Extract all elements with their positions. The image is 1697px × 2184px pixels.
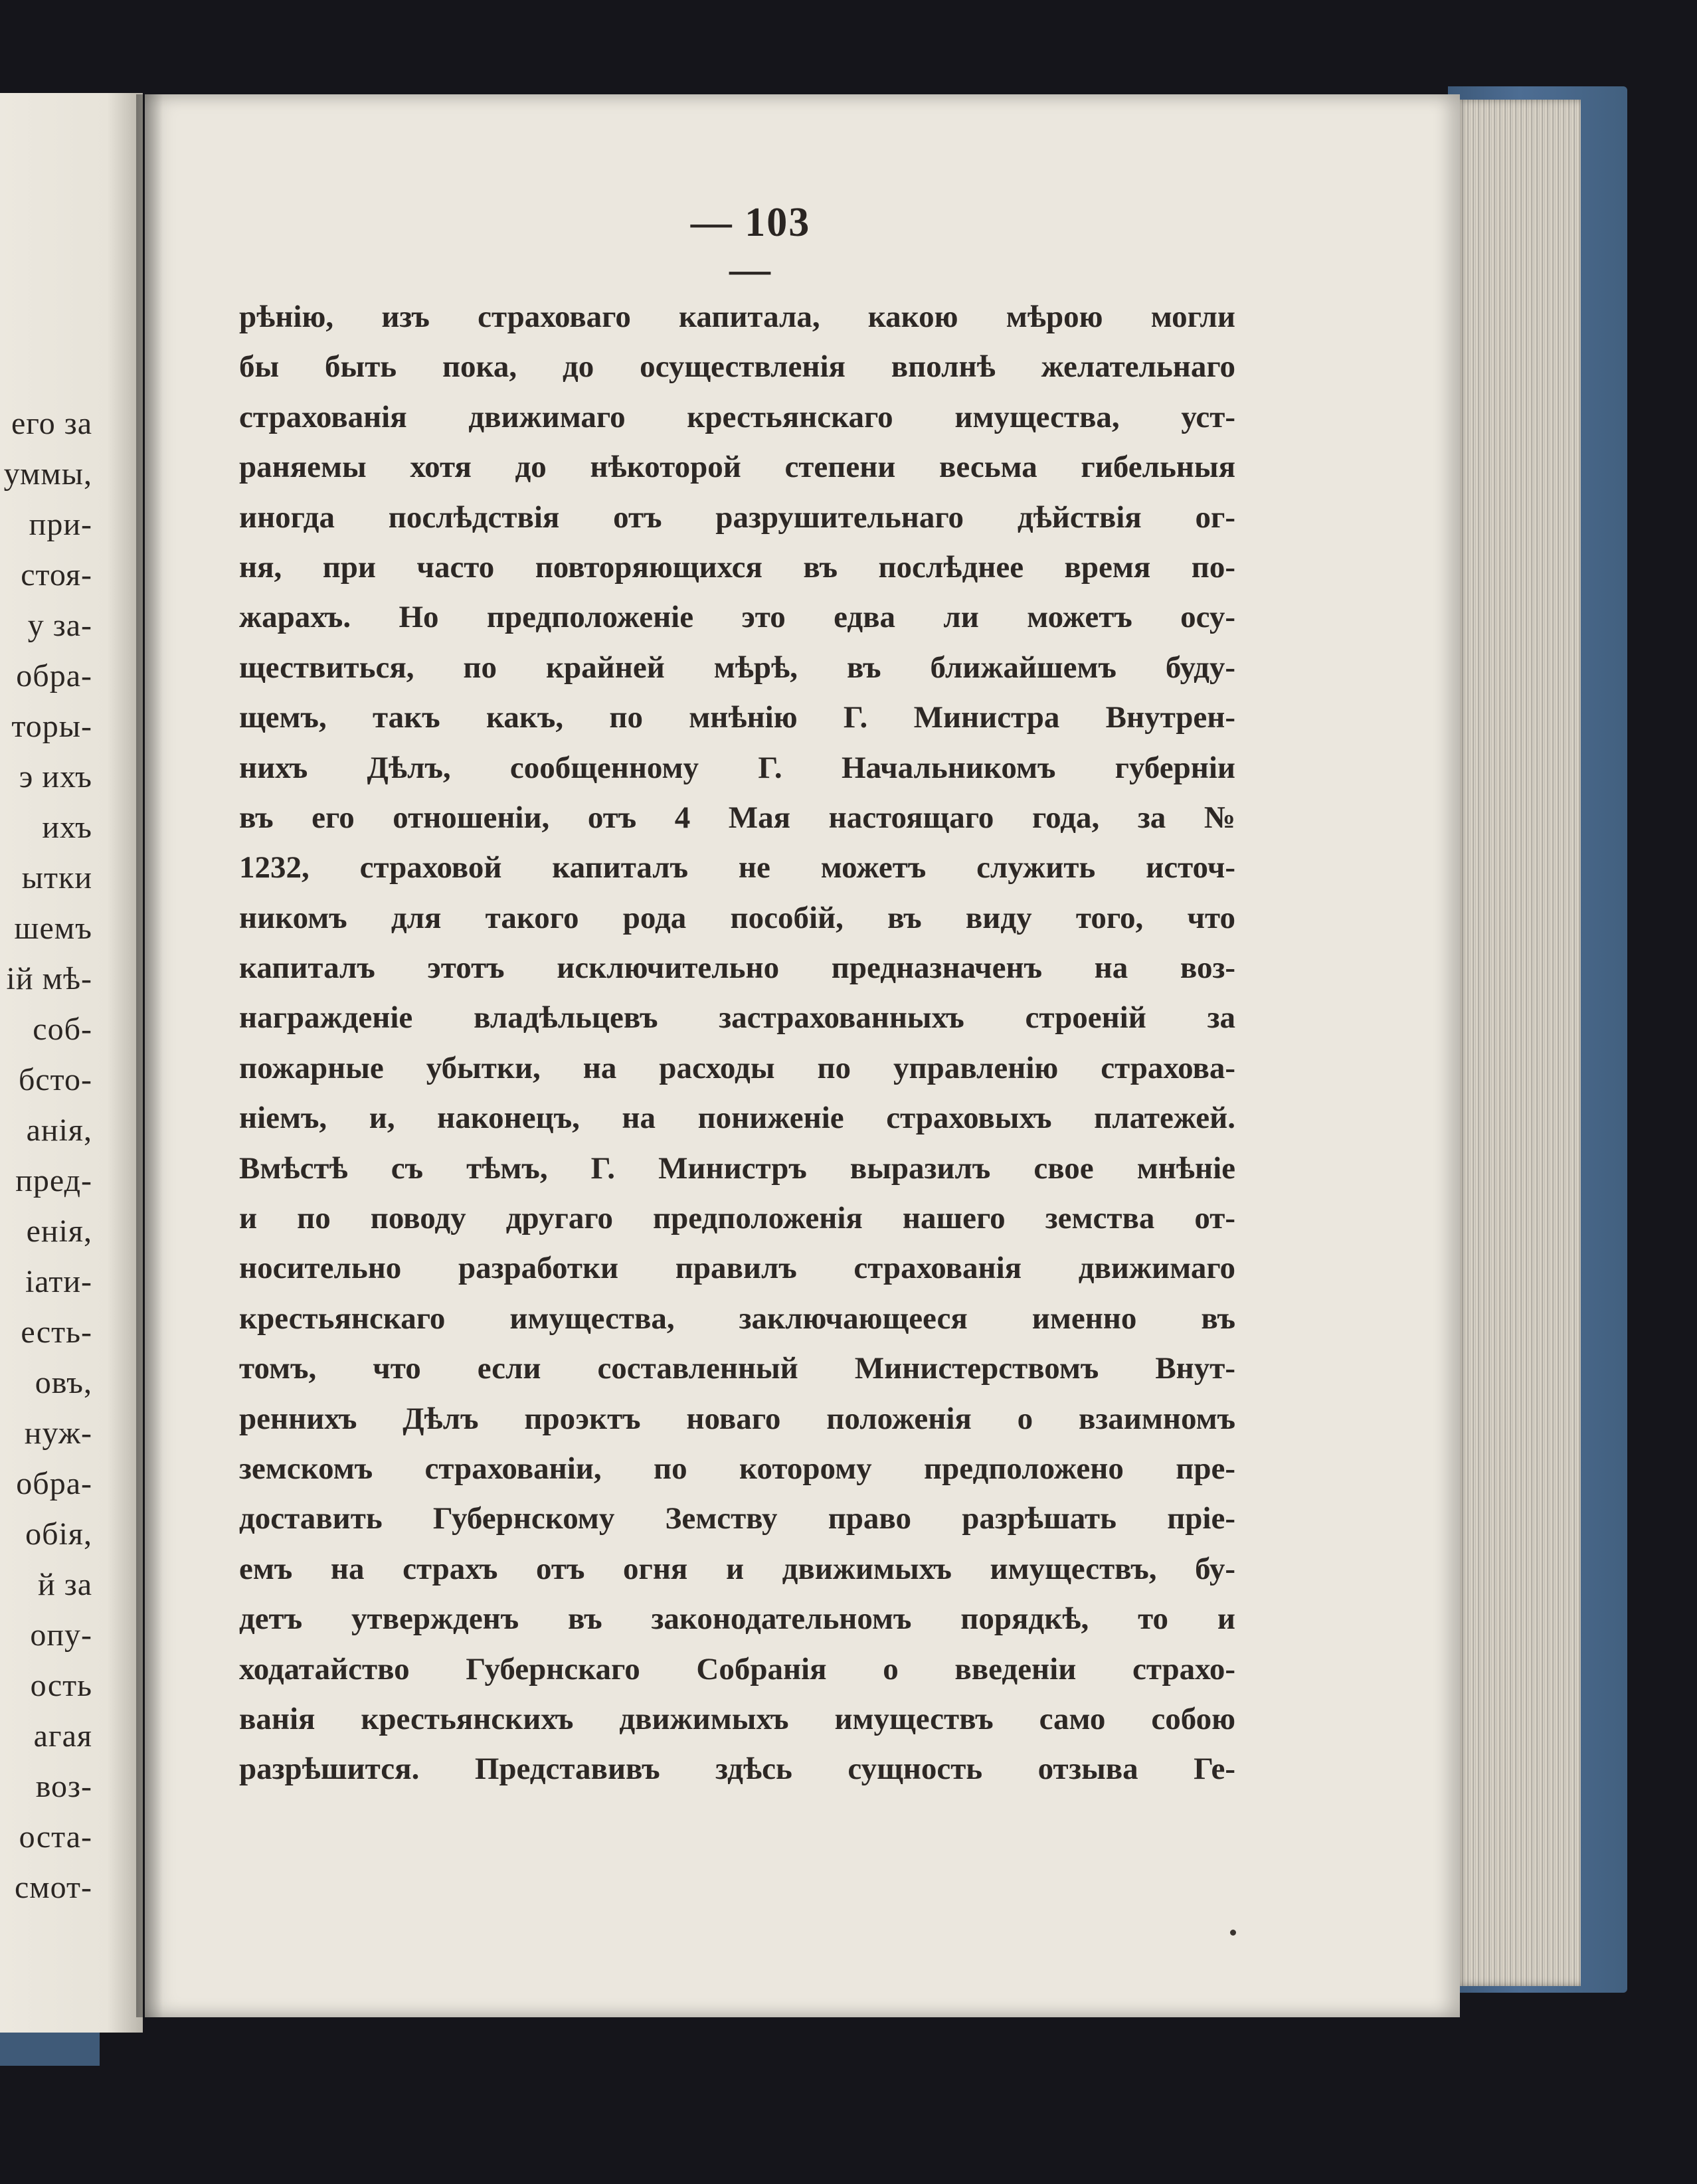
text-line: капиталъ этотъ исключительно предназначенъ на воз-: [239, 951, 1235, 986]
ink-dot: [1230, 1930, 1236, 1936]
text-line: рѣнію, изъ страховаго капитала, какою мѣрою могли: [239, 300, 1235, 334]
previous-page-line: ытки: [21, 860, 92, 895]
text-line: ніемъ, и, наконецъ, на пониженіе страховыхъ платежей.: [239, 1101, 1235, 1136]
text-line: емъ на страхъ отъ огня и движимыхъ имуществъ, бу-: [239, 1551, 1235, 1586]
text-line: ня, при часто повторяющихся въ послѣднее время по-: [239, 549, 1235, 585]
page-number: — 103 —: [690, 200, 811, 292]
page-edges: [1455, 100, 1581, 1986]
previous-page-line: воз-: [35, 1769, 92, 1804]
text-line: въ его отношеніи, отъ 4 Мая настоящаго года, за №: [239, 800, 1235, 835]
text-line: 1232, страховой капиталъ не можетъ служить источ-: [239, 850, 1235, 885]
previous-page-line: стоя-: [21, 557, 92, 592]
text-line: доставить Губернскому Земству право разрѣшать пріе-: [239, 1501, 1235, 1536]
previous-page-line: ихъ: [42, 810, 92, 845]
previous-page-line: уммы,: [3, 456, 92, 492]
previous-page-line: оста-: [19, 1819, 92, 1855]
text-line: детъ утвержденъ въ законодательномъ порядкѣ, то и: [239, 1601, 1235, 1637]
previous-page-line: анія,: [26, 1113, 92, 1148]
previous-page-line: э ихъ: [19, 759, 92, 794]
text-line: Вмѣстѣ съ тѣмъ, Г. Министръ выразилъ свое мнѣніе: [239, 1150, 1235, 1186]
previous-page-line: ій мѣ-: [6, 961, 92, 996]
previous-page-line: енія,: [26, 1214, 92, 1249]
text-line: реннихъ Дѣлъ проэктъ новаго положенія о взаимномъ: [239, 1401, 1235, 1436]
text-line: иногда послѣдствія отъ разрушительнаго дѣйствія ог-: [239, 500, 1235, 535]
text-line: раняемы хотя до нѣкоторой степени весьма гибельныя: [239, 450, 1235, 485]
previous-page-line: есть-: [21, 1315, 92, 1350]
previous-page-line: бсто-: [18, 1062, 92, 1097]
text-line: никомъ для такого рода пособій, въ виду того, что: [239, 900, 1235, 935]
text-line: нихъ Дѣлъ, сообщенному Г. Начальникомъ губерніи: [239, 750, 1235, 785]
previous-page-line: іати-: [25, 1264, 92, 1299]
previous-page-line: обра-: [16, 1466, 92, 1501]
gutter-shadow: [136, 94, 163, 2017]
previous-page-line: его за: [11, 406, 92, 441]
previous-page-line: агая: [33, 1718, 92, 1754]
previous-page-line: у за-: [27, 608, 92, 643]
text-line: пожарные убытки, на расходы по управленію страхова-: [239, 1050, 1235, 1085]
previous-page: [0, 93, 143, 2033]
previous-page-line: нуж-: [24, 1415, 92, 1451]
previous-page-line: пред-: [15, 1163, 92, 1198]
text-line: ществиться, по крайней мѣрѣ, въ ближайшемъ буду-: [239, 650, 1235, 685]
text-line: и по поводу другаго предположенія нашего земства от-: [239, 1201, 1235, 1236]
previous-page-text: [4, 399, 92, 1913]
text-line: разрѣшится. Представивъ здѣсь сущность отзыва Ге-: [239, 1752, 1235, 1787]
previous-page-line: опу-: [30, 1617, 92, 1653]
text-line: жарахъ. Но предположеніе это едва ли можетъ осу-: [239, 600, 1235, 635]
previous-page-line: ость: [30, 1668, 92, 1703]
text-line: носительно разработки правилъ страхованія движимаго: [239, 1251, 1235, 1286]
previous-page-line: торы-: [11, 709, 92, 744]
text-line: награжденіе владѣльцевъ застрахованныхъ строеній за: [239, 1000, 1235, 1036]
text-line: земскомъ страхованіи, по которому предположено пре-: [239, 1451, 1235, 1486]
previous-page-line: смот-: [14, 1870, 92, 1905]
previous-page-line: обія,: [25, 1516, 92, 1552]
previous-page-line: шемъ: [14, 911, 92, 946]
previous-page-line: обра-: [16, 658, 92, 693]
previous-page-line: соб-: [33, 1012, 92, 1047]
page-body-text: [239, 292, 1235, 1795]
text-line: ванія крестьянскихъ движимыхъ имуществъ само собою: [239, 1701, 1235, 1736]
text-line: томъ, что если составленный Министерствомъ Внут-: [239, 1351, 1235, 1386]
text-line: ходатайство Губернскаго Собранія о введеніи страхо-: [239, 1651, 1235, 1686]
previous-page-line: й за: [38, 1567, 92, 1602]
previous-page-line: овъ,: [35, 1365, 92, 1400]
text-line: щемъ, такъ какъ, по мнѣнію Г. Министра Внутрен-: [239, 700, 1235, 735]
text-line: крестьянскаго имущества, заключающееся именно въ: [239, 1301, 1235, 1336]
previous-page-line: при-: [29, 507, 92, 542]
text-line: бы быть пока, до осуществленія вполнѣ желательнаго: [239, 349, 1235, 385]
text-line: страхованія движимаго крестьянскаго имущества, уст-: [239, 399, 1235, 434]
